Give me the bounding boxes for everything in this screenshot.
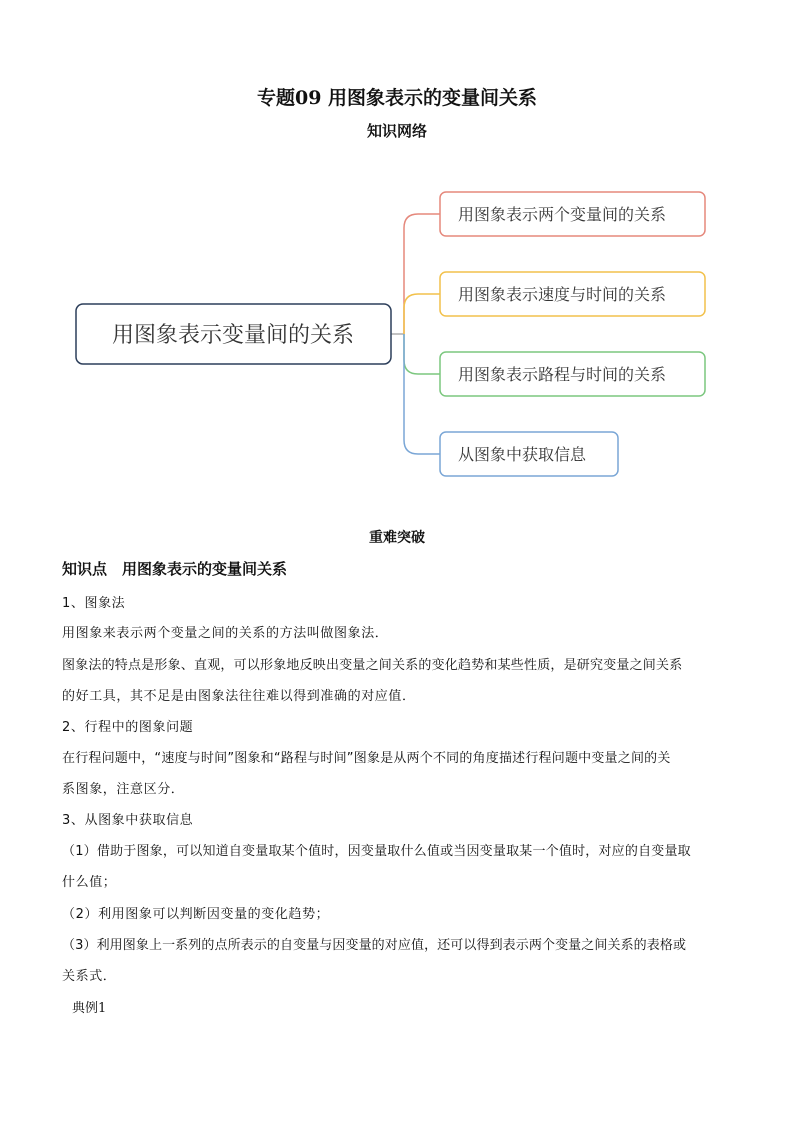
body-line: 用图象来表示两个变量之间的关系的方法叫做图象法． [62, 626, 389, 641]
connector-branch-1 [404, 214, 440, 334]
body-line: 的好工具，其不足是由图象法往往难以得到准确的对应值． [62, 689, 416, 704]
mind-map-root-node [76, 304, 391, 364]
example-label: 典例1 [72, 1001, 107, 1016]
body-line: 在行程问题中，“速度与时间”图象和“路程与时间”图象是从两个不同的角度描述行程问题中变量之间的关 [62, 751, 671, 766]
mind-map-branch-1 [440, 192, 705, 236]
mind-map-branch-4 [440, 432, 618, 476]
body-line: 3、从图象中获取信息 [62, 813, 194, 828]
branch-3-label: 用图象表示路程与时间的关系 [458, 365, 667, 384]
body-line: （1）借助于图象，可以知道自变量取某个值时，因变量取什么值或当因变量取某一个值时，对应的自变量取 [62, 844, 691, 859]
body-line: 2、行程中的图象问题 [62, 720, 194, 735]
connector-branch-4 [404, 334, 440, 454]
document-title: 专题09 用图象表示的变量间关系 [256, 87, 538, 109]
root-node-label: 用图象表示变量间的关系 [111, 323, 355, 348]
body-line: 系图象，注意区分． [62, 782, 185, 797]
mind-map-branch-3 [440, 352, 705, 396]
knowledge-network-heading: 知识网络 [366, 122, 427, 140]
body-line: 关系式． [62, 969, 117, 984]
mind-map-connectors [391, 214, 440, 454]
section-heading: 重难突破 [369, 530, 425, 546]
connector-branch-2 [404, 294, 440, 334]
mind-map-branch-2 [440, 272, 705, 316]
body-line: 1、图象法 [62, 596, 126, 611]
connector-branch-3 [404, 334, 440, 374]
branch-1-label: 用图象表示两个变量间的关系 [458, 205, 667, 224]
branch-4-label: 从图象中获取信息 [458, 445, 587, 464]
branch-2-label: 用图象表示速度与时间的关系 [458, 285, 667, 304]
mind-map-diagram [0, 0, 794, 500]
knowledge-point-heading: 知识点 用图象表示的变量间关系 [62, 560, 288, 578]
body-line: （3）利用图象上一系列的点所表示的自变量与因变量的对应值，还可以得到表示两个变量之间关系的表格或 [62, 938, 687, 953]
body-line: 什么值； [62, 875, 117, 890]
body-line: 图象法的特点是形象、直观，可以形象地反映出变量之间关系的变化趋势和某些性质，是研究变量之间关系 [62, 658, 683, 673]
body-line: （2）利用图象可以判断因变量的变化趋势； [62, 907, 330, 922]
